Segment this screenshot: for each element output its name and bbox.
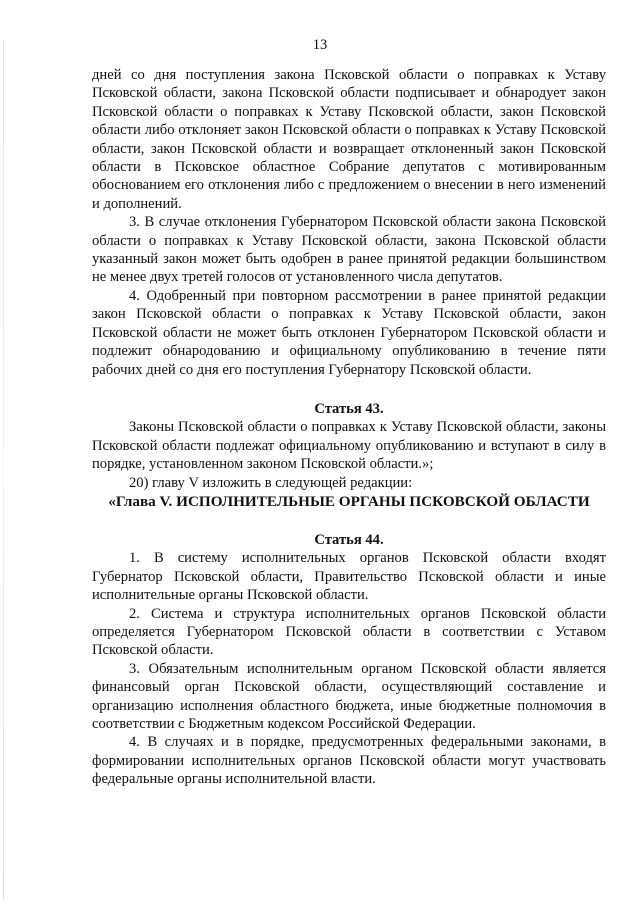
paragraph-4: 4. Одобренный при повторном рассмотрении в ранее принятой редакции закон Псковской области о поправках к Уставу Псковской области, закон Псковской области не может быть отклонен Губернатором Псковской области и подлежит обнародованию и официальному опубликованию в течение пяти рабочих дней со дня его поступления Губернатору Псковской области. <box>92 287 606 378</box>
chapter-title: «Глава V. ИСПОЛНИТЕЛЬНЫЕ ОРГАНЫ ПСКОВСКОЙ ОБЛАСТИ <box>108 492 590 510</box>
paragraph-continued: дней со дня поступления закона Псковской области о поправках к Уставу Псковской области, закона Псковской области подписывает и обнародует закон Псковской области о поправках к Уставу Псковской области, закон Псковской области либо отклоняет закон Псковской области о поправках к Уставу Псковской области, закон Псковской области и возвращает отклоненный закон Псковской области в Псковское областное Собрание депутатов с мотивированным обоснованием его отклонения либо с предложением о внесении в него изменений и дополнений. <box>92 67 606 212</box>
article-44-paragraph-2: 2. Система и структура исполнительных органов Псковской области определяется Губернатором Псковской области в соответствии с Уставом Псковской области. <box>92 605 606 659</box>
scan-edge <box>3 40 4 900</box>
page-number: 13 <box>312 37 328 53</box>
spacer <box>92 379 606 400</box>
article-43-title: Статья 43. <box>314 400 384 417</box>
article-43-paragraph-1: Законы Псковской области о поправках к Уставу Псковской области, законы Псковской области подлежат официальному опубликованию и вступают в силу в порядке, установленном законом Псковской области.»; <box>92 419 606 473</box>
amendment-item-20: 20) главу V изложить в следующей редакции: <box>129 474 413 491</box>
paragraph-3: 3. В случае отклонения Губернатором Псковской области закона Псковской области о поправках к Уставу Псковской области, закона Псковской области указанный закон может быть одобрен в ранее принятой редакции большинством не менее двух третей голосов от установленного числа депутатов. <box>92 214 606 286</box>
spacer <box>92 512 606 531</box>
article-44-paragraph-4: 4. В случаях и в порядке, предусмотренных федеральными законами, в формировании исполнительных органов Псковской области могут участвовать федеральные органы исполнительной власти. <box>92 734 606 788</box>
article-44-paragraph-1: 1. В систему исполнительных органов Псковской области входят Губернатор Псковской области, Правительство Псковской области и иные исполнительные органы Псковской области. <box>92 550 606 604</box>
article-44-title: Статья 44. <box>314 531 384 548</box>
document-body <box>92 66 606 789</box>
article-44-paragraph-3: 3. Обязательным исполнительным органом Псковской области является финансовый орган Псковской области, осуществляющий составление и организацию исполнения областного бюджета, иные бюджетные полномочия в соответствии с Бюджетным кодексом Российской Федерации. <box>92 660 606 732</box>
